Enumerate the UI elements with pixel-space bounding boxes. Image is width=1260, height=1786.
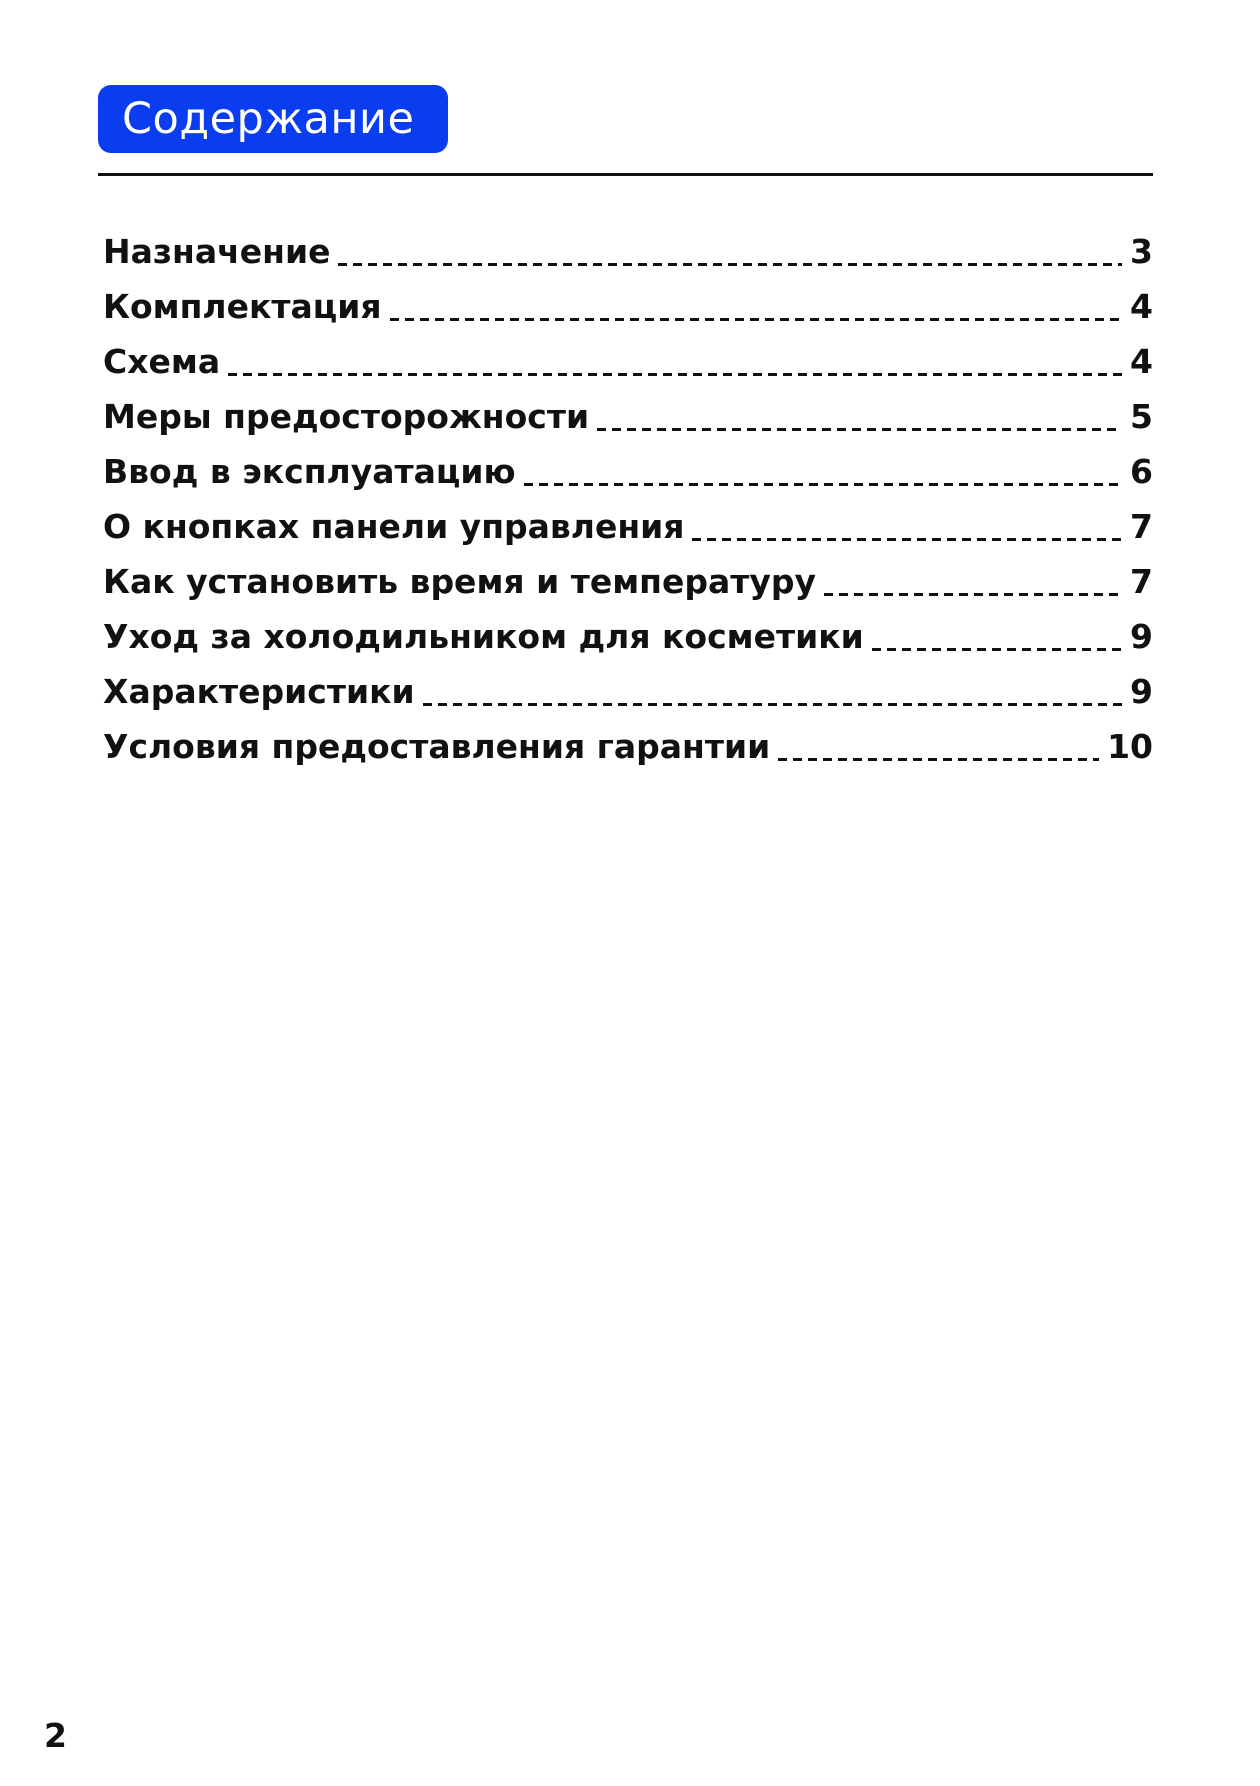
toc-item-control-panel-buttons[interactable] <box>103 507 1153 562</box>
toc-item-diagram[interactable] <box>103 342 1153 397</box>
table-of-contents <box>103 232 1153 782</box>
toc-item-page: 7 <box>1130 562 1153 601</box>
toc-dot-leader <box>390 318 1122 321</box>
page-title: Содержание <box>122 94 415 144</box>
toc-dot-leader <box>597 428 1122 431</box>
toc-dot-leader <box>524 483 1122 486</box>
toc-item-fridge-care[interactable] <box>103 617 1153 672</box>
toc-item-label: Уход за холодильником для косметики <box>103 617 864 656</box>
toc-item-purpose[interactable] <box>103 232 1153 287</box>
toc-item-page: 4 <box>1130 342 1153 381</box>
toc-item-page: 3 <box>1130 232 1153 271</box>
toc-item-safety-precautions[interactable] <box>103 397 1153 452</box>
title-badge <box>98 85 448 153</box>
toc-item-page: 7 <box>1130 507 1153 546</box>
toc-item-set-time-temperature[interactable] <box>103 562 1153 617</box>
toc-item-page: 4 <box>1130 287 1153 326</box>
toc-dot-leader <box>824 593 1122 596</box>
toc-item-package-contents[interactable] <box>103 287 1153 342</box>
toc-item-label: Характеристики <box>103 672 415 711</box>
toc-item-page: 6 <box>1130 452 1153 491</box>
toc-dot-leader <box>228 373 1122 376</box>
toc-item-page: 9 <box>1130 617 1153 656</box>
toc-item-label: Комплектация <box>103 287 382 326</box>
toc-dot-leader <box>778 758 1099 761</box>
toc-dot-leader <box>872 648 1122 651</box>
toc-item-specifications[interactable] <box>103 672 1153 727</box>
toc-item-label: Меры предосторожности <box>103 397 590 436</box>
title-divider <box>98 173 1153 176</box>
toc-item-page: 5 <box>1130 397 1153 436</box>
toc-dot-leader <box>423 703 1122 706</box>
toc-item-label: Схема <box>103 342 221 381</box>
toc-item-commissioning[interactable] <box>103 452 1153 507</box>
toc-item-label: Условия предоставления гарантии <box>103 727 771 766</box>
toc-item-label: О кнопках панели управления <box>103 507 685 546</box>
page-number: 2 <box>44 1716 67 1755</box>
toc-item-page: 9 <box>1130 672 1153 711</box>
toc-item-label: Как установить время и температуру <box>103 562 817 601</box>
toc-dot-leader <box>338 263 1122 266</box>
toc-item-page: 10 <box>1107 727 1153 766</box>
toc-item-label: Ввод в эксплуатацию <box>103 452 516 491</box>
toc-item-warranty-terms[interactable] <box>103 727 1153 782</box>
toc-item-label: Назначение <box>103 232 331 271</box>
toc-dot-leader <box>692 538 1122 541</box>
